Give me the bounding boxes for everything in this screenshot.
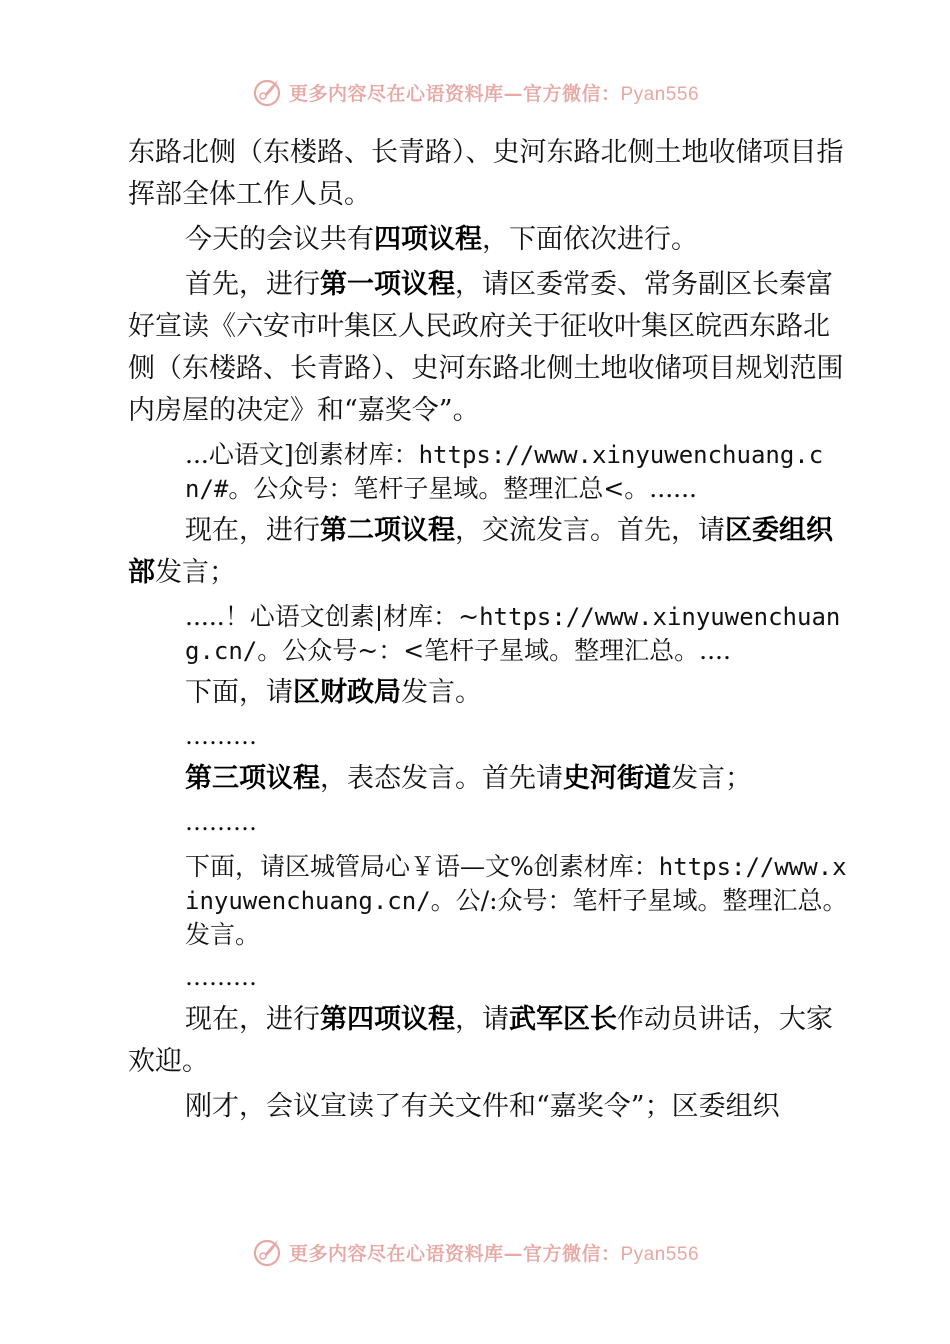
ellipsis-3: ……… [185, 963, 257, 991]
banner-wechat-id: Pyan556 [620, 1243, 700, 1265]
ellipsis-1: ……… [185, 722, 257, 750]
header-banner [0, 72, 950, 112]
watermark-note-2: .....！心语文创素|材库：~https://www.xinyuwenchuang.cn/。公众号~：<笔杆子星域。整理汇总。.... [185, 602, 841, 665]
watermark-note-1: ...心语文]创素材库：https://www.xinyuwenchuang.cn/#。公众号：笔杆子星域。整理汇总<。...... [185, 440, 824, 503]
paragraph-summary: 刚才，会议宣读了有关文件和“嘉奖令”；区委组织 [185, 1091, 780, 1122]
paragraph-agenda-4: 现在，进行第四项议程，请武军区长作动员讲话，大家欢迎。 [128, 1004, 833, 1077]
paragraph-1: 东路北侧（东楼路、长青路）、史河东路北侧土地收储项目指挥部全体工作人员。 [128, 137, 844, 210]
watermark-url-3: https://www.xinyuwenchuang.cn/ [185, 853, 847, 915]
paragraph-agenda-3: 第三项议程，表态发言。首先请史河街道发言； [185, 763, 752, 794]
watermark-url-1: https://www.xinyuwenchuang.cn/# [185, 441, 824, 503]
banner-wechat-id: Pyan556 [620, 83, 700, 105]
watermark-url-2: https://www.xinyuwenchuang.cn/ [185, 603, 841, 665]
banner-text: 更多内容尽在心语资料库—官方微信：Pyan556 [288, 1242, 700, 1265]
paragraph-agenda-1: 首先，进行第一项议程，请区委常委、常务副区长秦富好宣读《六安市叶集区人民政府关于征收叶集区皖西东路北侧（东楼路、长青路）、史河东路北侧土地收储项目规划范围内房屋的决定》和“嘉奖令”。 [128, 269, 844, 426]
banner-text: 更多内容尽在心语资料库—官方微信：Pyan556 [288, 82, 700, 105]
paragraph-agenda-2: 现在，进行第二项议程，交流发言。首先，请区委组织部发言； [128, 515, 833, 588]
feather-seal-icon [251, 76, 283, 108]
paragraph-finance-bureau: 下面，请区财政局发言。 [185, 677, 482, 708]
ellipsis-2: ……… [185, 808, 257, 836]
feather-seal-icon [251, 1236, 283, 1268]
paragraph-agenda-intro: 今天的会议共有四项议程，下面依次进行。 [185, 224, 698, 255]
document-body [128, 132, 848, 1128]
footer-banner [0, 1232, 950, 1272]
watermark-note-3: 下面，请区城管局心￥语—文%创素材库：https://www.xinyuwenchuang.cn/。公/:众号：笔杆子星域。整理汇总。发言。 [185, 852, 848, 949]
